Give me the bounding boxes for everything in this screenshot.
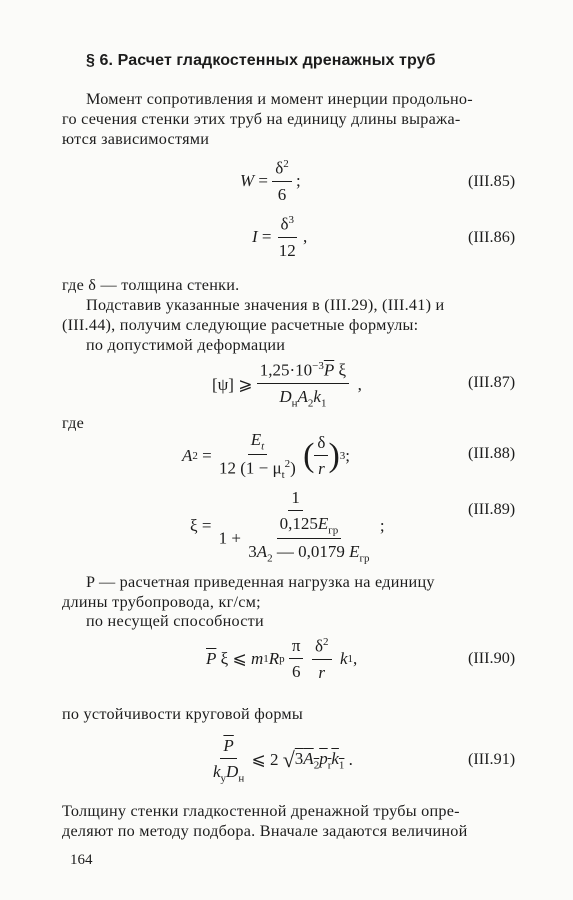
by-capacity-text: по несущей способности bbox=[86, 612, 264, 630]
equation-psi: [ψ] ⩾ $\frac{1,25\cdot 10^{-3}\overline{P} \xi}{D_нA_2k_1}$ , bbox=[212, 360, 362, 410]
equation-xi: ξ = 1 1 + $\frac{0,125E_{гр}}{3A_2 — 0,0179 E_{гр}}$ ; bbox=[190, 488, 385, 565]
intro-line-3: ются зависимостями bbox=[62, 130, 210, 148]
section-title: § 6. Расчет гладкостенных дренажных труб bbox=[86, 52, 436, 69]
equation-w: W = $\frac{\delta^2}{6}$ ; bbox=[240, 158, 301, 204]
equation-stability: $\frac{\overline{P}}{k_уD_н}$ ⩽ 2 √ $3A_2p_rk_1$ . bbox=[213, 736, 353, 785]
p-def-line-2: длины трубопровода, кг/см; bbox=[62, 593, 261, 611]
by-deformation-text: по допустимой деформации bbox=[86, 336, 286, 354]
intro-line-1: Момент сопротивления и момент инерции продольно- bbox=[86, 90, 473, 108]
eq-label-86: (III.86) bbox=[468, 228, 516, 246]
by-stability-text: по устойчивости круговой формы bbox=[62, 705, 304, 723]
p-def-line-1: P — расчетная приведенная нагрузка на единицу bbox=[86, 573, 435, 591]
eq-label-91: (III.91) bbox=[468, 750, 516, 768]
eq-label-87: (III.87) bbox=[468, 373, 516, 391]
eq-label-88: (III.88) bbox=[468, 444, 516, 462]
equation-i: I = $\frac{\delta^3}{12}$ , bbox=[252, 214, 308, 260]
eq-label-85: (III.85) bbox=[468, 172, 516, 190]
eq-label-89: (III.89) bbox=[468, 500, 516, 518]
eq-label-90: (III.90) bbox=[468, 649, 516, 667]
where-delta-text: где δ — толщина стенки. bbox=[62, 276, 240, 294]
equation-capacity: $\overline{P}$ ξ ⩽ m 1 R р $\frac{\pi}{6}$ $\frac{\delta^2}{r}$ k 1 , bbox=[206, 636, 358, 682]
page-number: 164 bbox=[70, 852, 93, 868]
substitute-line-1: Подставив указанные значения в (III.29), (III.41) и bbox=[86, 296, 445, 314]
intro-line-2: го сечения стенки этих труб на единицу длины выража- bbox=[62, 110, 461, 128]
substitute-line-2: (III.44), получим следующие расчетные формулы: bbox=[62, 316, 419, 334]
closing-line-2: деляют по методу подбора. Вначале задаются величиной bbox=[62, 822, 468, 840]
closing-line-1: Толщину стенки гладкостенной дренажной трубы опре- bbox=[62, 802, 460, 820]
where-word: где bbox=[62, 414, 85, 432]
equation-a2: A 2 = $\frac{E_t}{12 (1 - \mu_t^2)}$ ( $\frac{\delta}{r}$ ) 3 ; bbox=[182, 430, 350, 482]
